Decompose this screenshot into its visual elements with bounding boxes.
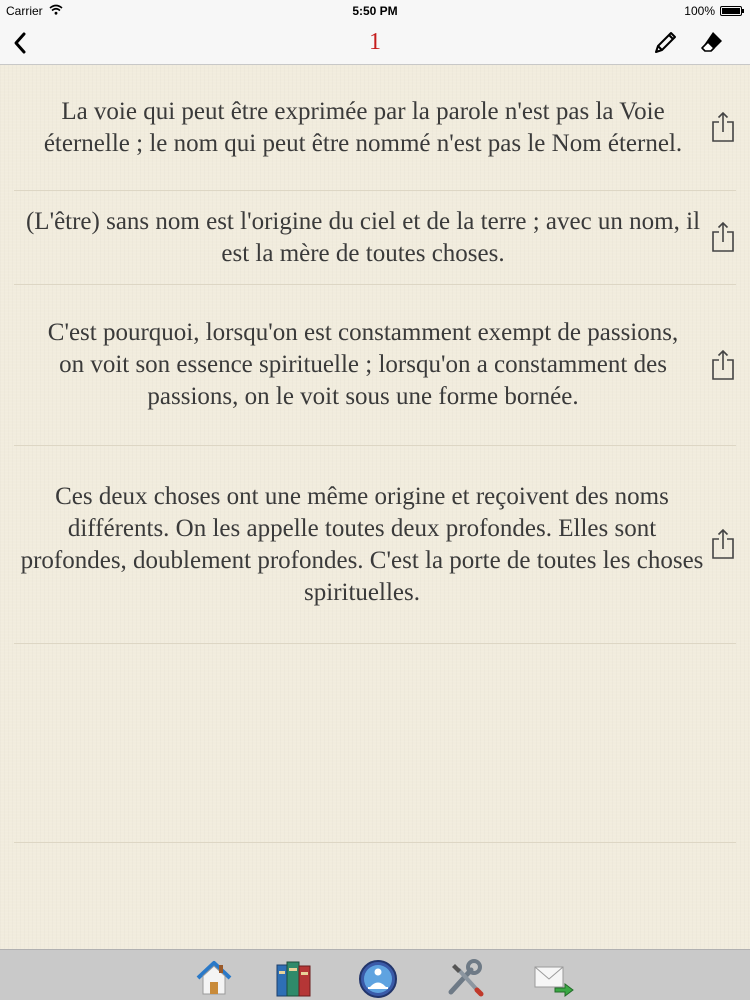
verse-row [14,446,736,644]
home-icon [192,958,236,998]
mail-forward-icon [531,958,575,998]
share-icon [710,348,736,382]
status-time: 5:50 PM [352,4,398,18]
verse-text: La voie qui peut être exprimée par la parole n'est pas la Voie éternelle ; le nom qui peut être nommé n'est pas le Nom éternel. [43,97,683,157]
carrier-label: Carrier [6,4,43,18]
books-icon [272,958,316,998]
verse-row [14,65,736,191]
tab-bar [0,949,750,1000]
share-button[interactable] [710,110,736,144]
share-button[interactable] [710,348,736,382]
eraser-icon [697,28,727,58]
edit-button[interactable] [650,28,680,58]
tab-books[interactable] [272,958,316,998]
tab-home[interactable] [192,958,236,998]
tab-tools[interactable] [443,958,487,998]
empty-row [14,644,736,843]
verse-row [14,191,736,285]
tab-mail[interactable] [531,958,575,998]
navigation-bar [0,22,750,65]
share-icon [710,220,736,254]
tools-icon [443,958,487,998]
battery-percent: 100% [684,4,715,18]
verse-text: C'est pourquoi, lorsqu'on est constamment exempt de passions, on voit son essence spirituelle ; lorsqu'on a constamment des passions, on le voit sous une forme bornée. [47,319,679,410]
verse-text: Ces deux choses ont une même origine et reçoivent des noms différents. On les appelle toutes deux profondes. Elles sont profondes, doublement profondes. C'est la porte de toutes les choses spirituelles. [20,482,704,606]
verse-text: (L'être) sans nom est l'origine du ciel et de la terre ; avec un nom, il est la mère de toutes choses. [25,207,701,267]
share-icon [710,527,736,561]
pencil-icon [650,28,680,58]
share-button[interactable] [710,527,736,561]
verse-list [0,65,750,949]
tab-meditation[interactable] [356,958,400,998]
status-right [684,4,742,18]
erase-button[interactable] [697,28,727,58]
share-icon [710,110,736,144]
meditation-icon [356,958,400,998]
share-button[interactable] [710,220,736,254]
page-title: 1 [369,29,381,55]
battery-icon [720,6,742,16]
status-bar [0,0,750,22]
verse-row [14,285,736,446]
